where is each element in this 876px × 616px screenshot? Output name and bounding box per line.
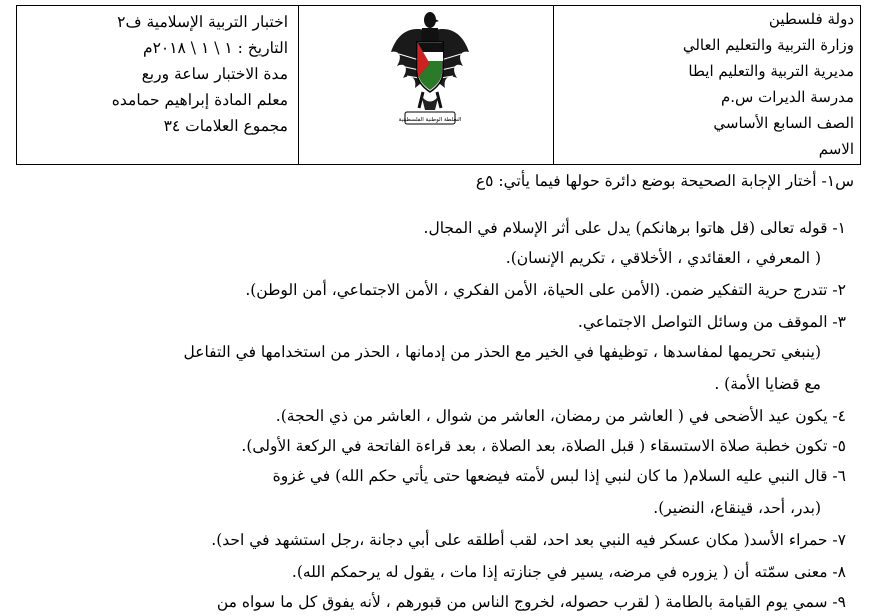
question-line: ٦- قال النبي عليه السلام( ما كان لنبي إذا لبس لأمته فيضعها حتى يأتي حكم الله) في غزوة: [272, 467, 846, 485]
exam-date: التاريخ : ١ \ ١ \ ٢٠١٨م: [142, 39, 288, 57]
exam-duration: مدة الاختبار ساعة وربع: [141, 65, 288, 83]
question-line: ٣- الموقف من وسائل التواصل الاجتماعي.: [577, 313, 846, 331]
question-line: ٩- سمي يوم القيامة بالطامة ( لقرب حصوله، لخروج الناس من قبورهم ، لأنه يفوق كل ما سواه من: [216, 593, 846, 611]
emblem-cell: [299, 6, 553, 164]
question-line: ٨- معنى سمّته أن ( يزوره في مرضه، يسير في جنازته إذا مات ، يقول له يرحمكم الله).: [291, 563, 846, 581]
student-name-label: الاسم: [818, 140, 854, 158]
question-line: (ينبغي تحريمها لمفاسدها ، توظيفها في الخير مع الحذر من إدمانها ، الحذر من استخدامها في التفاعل: [183, 343, 821, 361]
subject-teacher: معلم المادة إبراهيم حمامده: [111, 91, 288, 109]
exam-title: اختبار التربية الإسلامية ف٢: [117, 13, 288, 31]
directorate-name: مديرية التربية والتعليم ايطا: [688, 62, 854, 80]
question-line: ( المعرفي ، العقائدي ، الأخلاقي ، تكريم الإنسان).: [505, 249, 821, 267]
question-line: ٥- تكون خطبة صلاة الاستسقاء ( قبل الصلاة، بعد الصلاة ، بعد قراءة الفاتحة في الركعة الأولى).: [241, 437, 846, 455]
ministry-name: وزارة التربية والتعليم العالي: [682, 36, 854, 54]
exam-info-cell: [17, 6, 299, 164]
school-info-cell: [553, 6, 860, 164]
palestinian-eagle-emblem-icon: [389, 8, 471, 140]
grade-label: الصف السابع الأساسي: [713, 114, 854, 132]
country-name: دولة فلسطين: [768, 10, 854, 28]
question-title: س١- أختار الإجابة الصحيحة بوضع دائرة حولها فيما يأتي: ٥ع: [475, 172, 854, 190]
question-line: (بدر، أحد، قينقاع، النضير).: [653, 499, 821, 517]
question-line: ٢- تتدرج حرية التفكير ضمن. (الأمن على الحياة، الأمن الفكري ، الأمن الاجتماعي، أمن الوطن).: [245, 281, 846, 299]
question-line: ٤- يكون عيد الأضحى في ( العاشر من رمضان، العاشر من شوال ، العاشر من ذي الحجة).: [275, 407, 846, 425]
school-name: مدرسة الديرات س.م: [720, 88, 854, 106]
header-table: [16, 5, 861, 165]
question-line: مع قضايا الأمة) .: [714, 375, 821, 393]
question-line: ١- قوله تعالى (قل هاتوا برهانكم) يدل على أثر الإسلام في المجال.: [423, 219, 846, 237]
total-marks: مجموع العلامات ٣٤: [163, 117, 288, 135]
question-line: ٧- حمراء الأسد( مكان عسكر فيه النبي بعد احد، لقب أطلقه على أبي دجانة ،رجل استشهد في احد).: [211, 531, 846, 549]
emblem-caption: السلطة الوطنية الفلسطينية: [398, 117, 462, 123]
